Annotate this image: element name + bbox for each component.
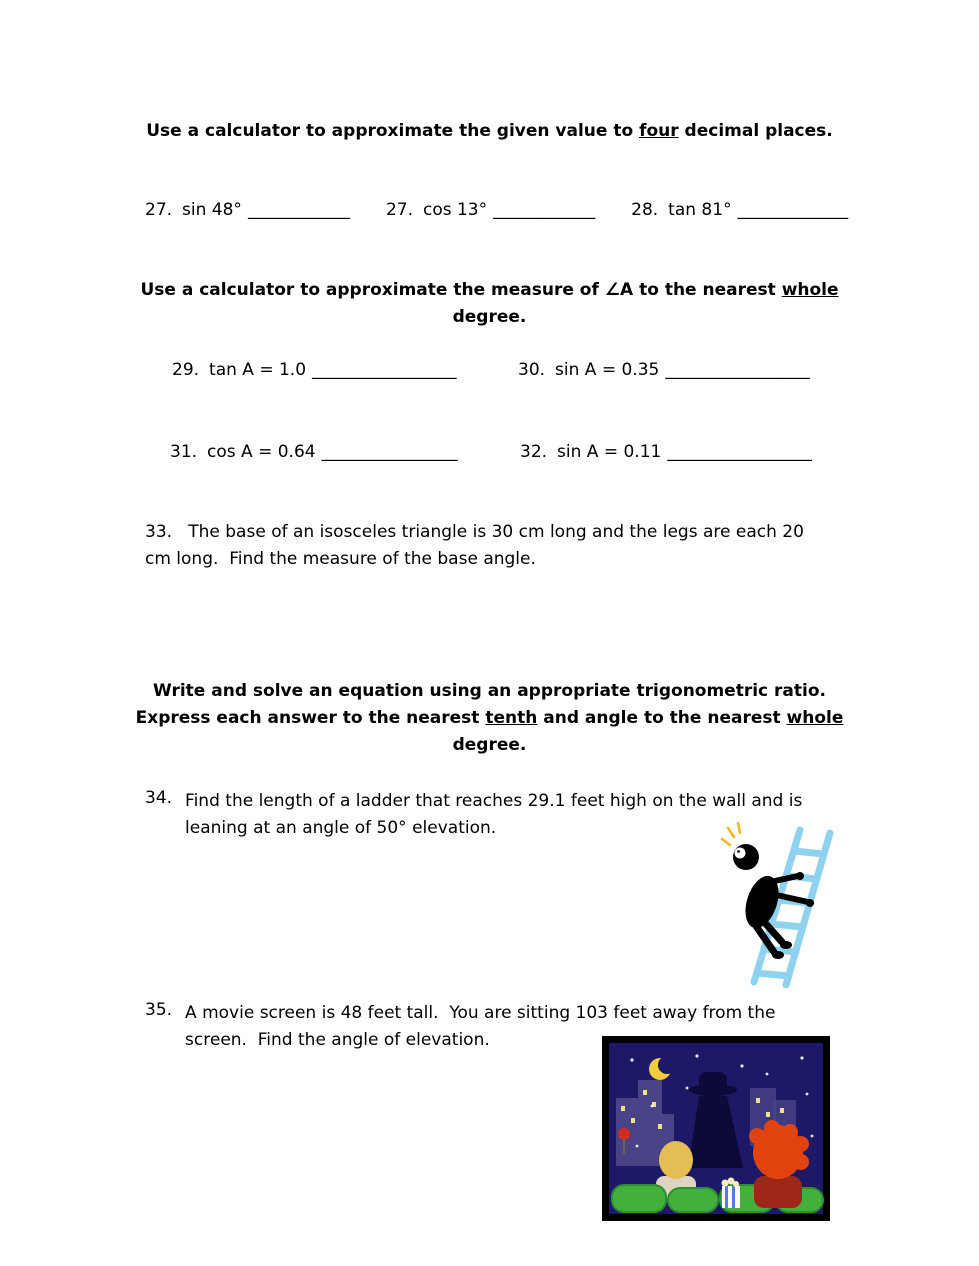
problem-28-tan81 [631, 200, 848, 220]
problem-expression: tan A = 1.0 [209, 360, 307, 380]
problem-expression: cos A = 0.64 [207, 442, 316, 462]
heading-text: Express each answer to the nearest [135, 708, 486, 728]
problem-row-31-32 [170, 442, 812, 462]
answer-blank: _____________ [737, 200, 849, 220]
problem-number: 31. [170, 442, 198, 462]
problem-33-text: 33. The base of an isosceles triangle is 30 cm long and the legs are each 20 cm long. Find the measure of the base angle. [145, 522, 810, 569]
answer-blank: ________________ [321, 442, 458, 462]
heading-line: degree. [452, 735, 527, 755]
answer-blank: ____________ [247, 200, 350, 220]
answer-blank: _________________ [667, 442, 812, 462]
heading-line: degree. [452, 307, 527, 327]
heading-underlined-word: whole [786, 708, 844, 728]
problem-35-text: A movie screen is 48 feet tall. You are sitting 103 feet away from the screen. Find the angle of elevation. [185, 1003, 781, 1050]
section-heading-trig-ratio [0, 678, 979, 759]
heading-text: Use a calculator to approximate the measure of ∠A to the nearest [140, 280, 782, 300]
problem-expression: sin 48° [182, 200, 242, 220]
problem-number: 27. [145, 200, 173, 220]
popcorn-icon [722, 1178, 741, 1209]
problem-number: 35. [145, 1000, 173, 1020]
problem-expression: sin A = 0.11 [557, 442, 662, 462]
problem-27-cos13 [386, 200, 595, 220]
section-heading-angle-measure [0, 277, 979, 331]
problem-row-27-28 [145, 200, 848, 220]
heading-line: Write and solve an equation using an appropriate trigonometric ratio. [153, 681, 826, 701]
problem-number: 27. [385, 200, 413, 220]
problem-34-text: Find the length of a ladder that reaches 29.1 feet high on the wall and is leaning at an angle of 50° elevation. [185, 791, 808, 838]
problem-30-sinA [518, 360, 810, 380]
answer-blank: _________________ [312, 360, 457, 380]
heading-underlined-word: four [639, 121, 679, 141]
problem-number: 34. [145, 788, 173, 808]
answer-blank: ____________ [493, 200, 596, 220]
heading-underlined-word: tenth [485, 708, 538, 728]
heading-text: Use a calculator to approximate the given value to [146, 121, 640, 141]
problem-31-cosA [170, 442, 520, 462]
problem-expression: tan 81° [668, 200, 732, 220]
heading-line [0, 277, 979, 304]
problem-number: 32. [520, 442, 548, 462]
problem-number: 30. [518, 360, 546, 380]
problem-27-sin48 [145, 200, 350, 220]
problem-32-sinA [520, 442, 812, 462]
problem-number: 29. [172, 360, 200, 380]
heading-text: decimal places. [678, 121, 833, 141]
heading-line [0, 705, 979, 732]
heading-text: and angle to the nearest [537, 708, 787, 728]
heading-underlined-word: whole [781, 280, 839, 300]
problem-29-tanA [172, 360, 518, 380]
movie-theater-illustration [602, 1036, 830, 1221]
problem-expression: sin A = 0.35 [555, 360, 660, 380]
answer-blank: _________________ [665, 360, 810, 380]
problem-expression: cos 13° [422, 200, 488, 220]
problem-number: 28. [631, 200, 659, 220]
problem-row-29-30 [172, 360, 810, 380]
sparkle-icon [722, 823, 740, 845]
ladder-climber-illustration [710, 818, 845, 988]
section-heading-four-decimals [0, 118, 979, 145]
